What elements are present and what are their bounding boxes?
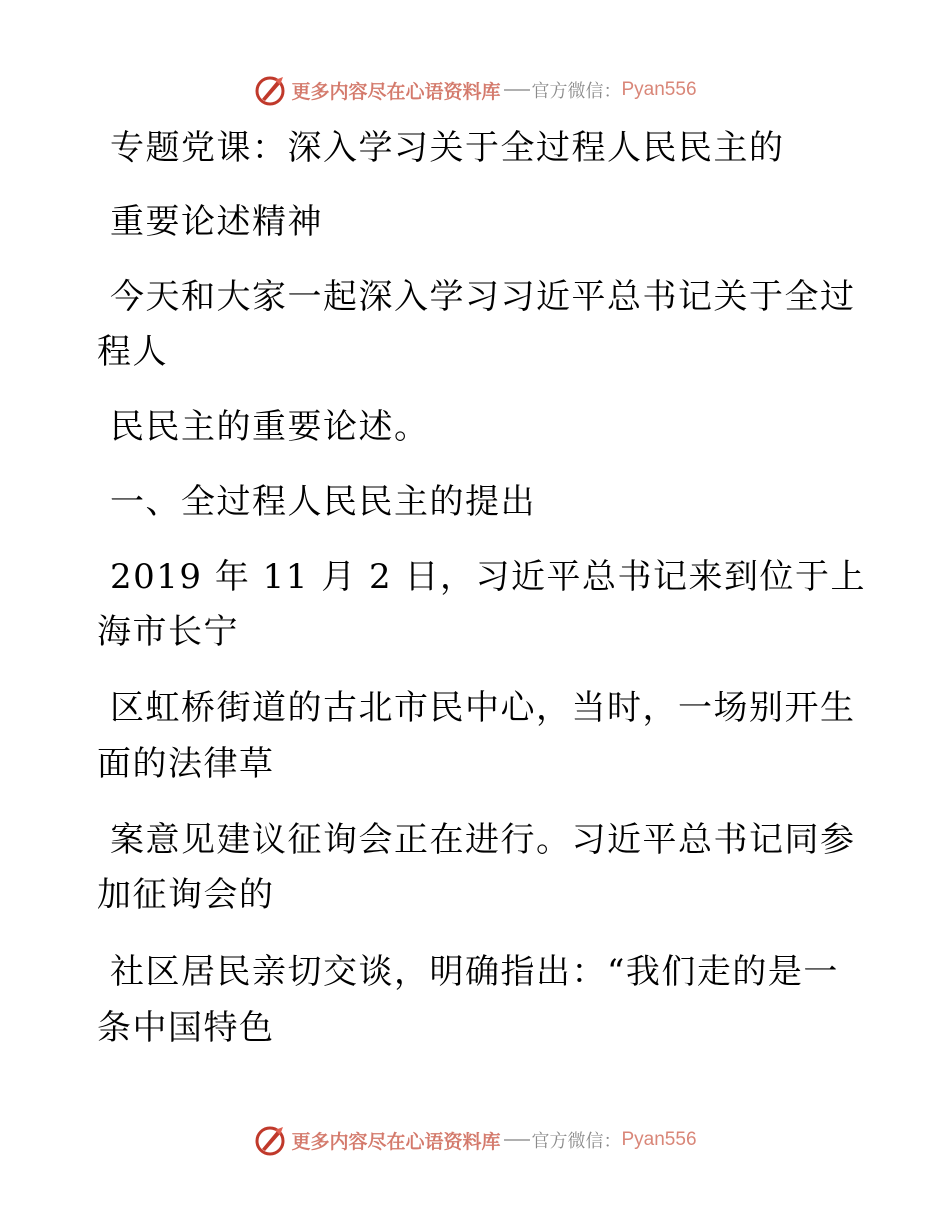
text-line: 民民主的重要论述。 (110, 407, 430, 447)
watermark-dash (504, 89, 530, 91)
text-line: 2019 年 11 月 2 日，习近平总书记来到位于上 (110, 557, 866, 597)
text-line: 程人 (97, 332, 168, 372)
header-watermark (0, 70, 950, 110)
text-line: 今天和大家一起深入学习习近平总书记关于全过 (110, 277, 856, 317)
watermark-id: Pyan556 (621, 1129, 697, 1150)
watermark-dash (504, 1139, 530, 1141)
text-line: 海市长宁 (97, 612, 239, 652)
quill-logo-icon (253, 1123, 287, 1157)
watermark-label: 官方微信： (531, 81, 622, 102)
footer-watermark (0, 1120, 950, 1160)
text-line: 社区居民亲切交谈，明确指出：“我们走的是一 (110, 952, 839, 992)
title-line-2: 重要论述精神 (110, 202, 323, 242)
text-line: 案意见建议征询会正在进行。习近平总书记同参 (110, 820, 856, 860)
text-line: 加征询会的 (97, 875, 275, 915)
watermark-label: 官方微信： (531, 1131, 622, 1152)
watermark-main-text: 更多内容尽在心语资料库 (291, 80, 501, 103)
text-line: 条中国特色 (97, 1008, 275, 1048)
watermark-main-text: 更多内容尽在心语资料库 (291, 1130, 501, 1153)
section-heading: 一、全过程人民民主的提出 (110, 482, 536, 522)
quill-logo-icon (253, 73, 287, 107)
text-line: 面的法律草 (97, 744, 275, 784)
watermark-id: Pyan556 (621, 79, 697, 100)
title-line-1: 专题党课：深入学习关于全过程人民民主的 (110, 128, 785, 168)
text-line: 区虹桥街道的古北市民中心，当时，一场别开生 (110, 688, 856, 728)
